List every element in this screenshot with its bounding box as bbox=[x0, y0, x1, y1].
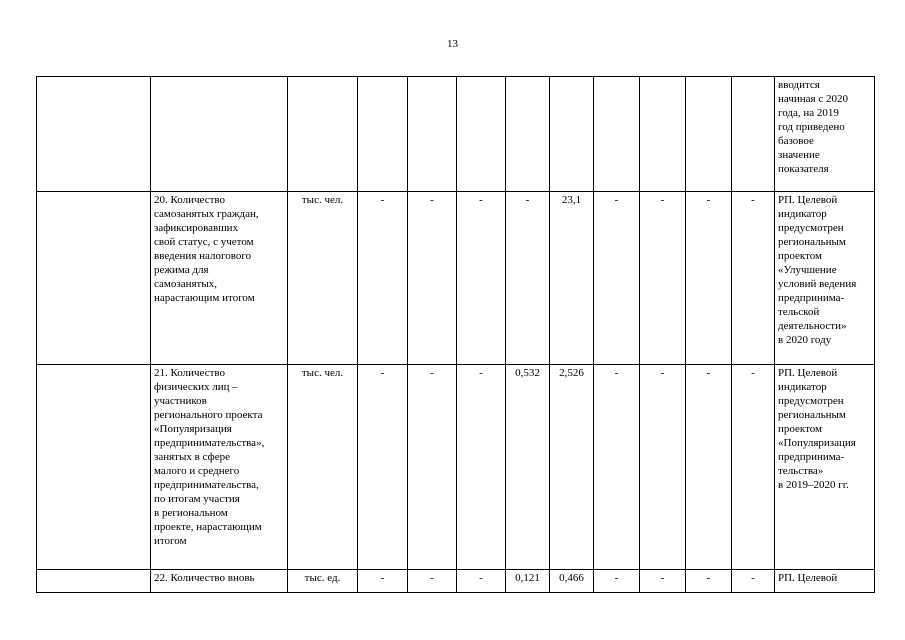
value-cell: - bbox=[457, 365, 506, 570]
value-cell bbox=[457, 77, 506, 192]
value-cell: - bbox=[594, 365, 640, 570]
value-cell: 0,466 bbox=[550, 570, 594, 593]
unit-cell bbox=[288, 77, 358, 192]
value-cell: 0,121 bbox=[506, 570, 550, 593]
value-cell: - bbox=[358, 192, 408, 365]
page-number: 13 bbox=[447, 38, 458, 50]
table-cell-empty bbox=[37, 192, 151, 365]
value-cell: - bbox=[457, 192, 506, 365]
value-cell bbox=[686, 77, 732, 192]
table-row bbox=[37, 77, 875, 192]
value-cell bbox=[408, 77, 457, 192]
note-cell: РП. Целевой индикатор предусмотрен региональным проектом «Улучшение условий ведения предпринима- тельской деятельности» в 2020 году bbox=[775, 192, 875, 365]
value-cell: - bbox=[640, 365, 686, 570]
value-cell: - bbox=[594, 570, 640, 593]
table-cell-empty bbox=[37, 77, 151, 192]
indicator-cell: 21. Количество физических лиц – участников регионального проекта «Популяризация предпринимательства», занятых в сфере малого и среднего предпринимательства, по итогам участия в региональном проекте, нарастающим итогом bbox=[151, 365, 288, 570]
unit-cell: тыс. ед. bbox=[288, 570, 358, 593]
value-cell bbox=[550, 77, 594, 192]
value-cell: - bbox=[408, 192, 457, 365]
note-cell: РП. Целевой bbox=[775, 570, 875, 593]
table-row bbox=[37, 570, 875, 593]
unit-cell: тыс. чел. bbox=[288, 192, 358, 365]
value-cell bbox=[358, 77, 408, 192]
value-cell bbox=[732, 77, 775, 192]
value-cell: - bbox=[408, 570, 457, 593]
value-cell: - bbox=[732, 570, 775, 593]
value-cell: - bbox=[732, 192, 775, 365]
note-cell: РП. Целевой индикатор предусмотрен региональным проектом «Популяризация предпринима- тельства» в 2019–2020 гг. bbox=[775, 365, 875, 570]
table-cell-empty bbox=[37, 365, 151, 570]
table-cell-empty bbox=[37, 570, 151, 593]
value-cell: 2,526 bbox=[550, 365, 594, 570]
value-cell bbox=[506, 77, 550, 192]
indicator-cell: 22. Количество вновь bbox=[151, 570, 288, 593]
value-cell bbox=[640, 77, 686, 192]
value-cell: - bbox=[686, 570, 732, 593]
indicator-cell: 20. Количество самозанятых граждан, зафиксировавших свой статус, с учетом введения налогового режима для самозанятых, нарастающим итогом bbox=[151, 192, 288, 365]
value-cell: - bbox=[457, 570, 506, 593]
value-cell: - bbox=[358, 570, 408, 593]
table-row bbox=[37, 365, 875, 570]
note-cell: вводится начиная с 2020 года, на 2019 год приведено базовое значение показателя bbox=[775, 77, 875, 192]
indicators-table bbox=[36, 76, 875, 593]
table-row bbox=[37, 192, 875, 365]
value-cell: 0,532 bbox=[506, 365, 550, 570]
value-cell: - bbox=[594, 192, 640, 365]
value-cell bbox=[594, 77, 640, 192]
value-cell: - bbox=[732, 365, 775, 570]
value-cell: - bbox=[358, 365, 408, 570]
value-cell: - bbox=[506, 192, 550, 365]
indicator-cell bbox=[151, 77, 288, 192]
value-cell: - bbox=[640, 570, 686, 593]
value-cell: - bbox=[686, 192, 732, 365]
value-cell: 23,1 bbox=[550, 192, 594, 365]
value-cell: - bbox=[640, 192, 686, 365]
unit-cell: тыс. чел. bbox=[288, 365, 358, 570]
value-cell: - bbox=[408, 365, 457, 570]
value-cell: - bbox=[686, 365, 732, 570]
